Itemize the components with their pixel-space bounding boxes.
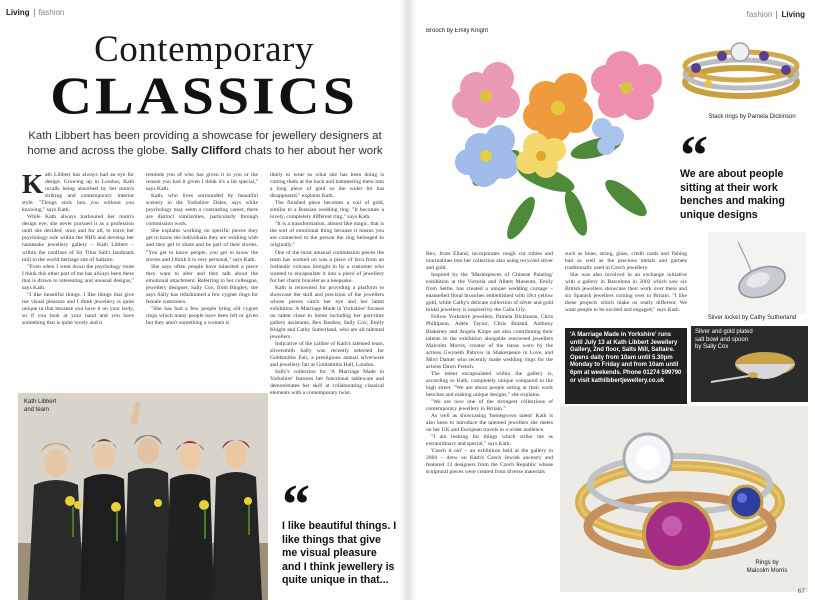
standfirst [22,129,388,159]
pull-quote-mark: “ [680,125,705,187]
paragraph: As well as showcasing 'homegrown talent' Kath is also keen to introduce the talented jewellers she meets on her UK and European travels to a wider audience. [426,413,553,434]
paragraph: The finished piece becomes a coil of gold, similar to a Russian wedding ring. "It becomes a lovely, completely different ring," says Kath. [270,200,384,221]
headline-line2: CLASSICS [50,65,358,126]
page-number: 67 [797,588,805,595]
brooch-illustration [426,28,670,246]
running-head-left [6,8,64,17]
paragraph: 'Czech it out' – an exhibition held at the gallery in 2004 – drew on Kath's Czech Jewish ancestry and featured 13 designers from the Czech Republic whose sculptural pieces were created from diverse materials [426,448,553,476]
paragraph: Indicative of the calibre of Kath's talented team, silversmith Sally was recently selected for Goldsmiths Fair, a prestigious annual silverware and jewellery fair at Goldsmiths Hall, London. [270,341,384,369]
info-box: 'A Marriage Made in Yorkshire' runs until July 13 at Kath Libbert Jewellery Gallery, 2nd floor, Salts Mill, Saltaire. Opens daily from 10am until 5.30pm Monday to Friday and from 10am until 6pm at weekends. Phone 01274 599790 or visit kathlibbertjewellery.co.uk [565,328,687,404]
running-head-divider [34,9,35,17]
locket-illustration [708,232,806,314]
salt-bowl-caption: Silver and gold plated salt bowl and spoon by Sally Cox [695,329,753,350]
paragraph: such as bone, string, glass, credit cards and fishing bait as well as the precious metals and garnets traditionally used in Czech jewellery. [565,251,687,272]
running-head-divider [776,11,777,19]
drop-cap: K [22,172,44,199]
paragraph: Kath, who lives surrounded by beautiful scenery in the Yorkshire Dales, says while psychology may seem a contrasting career, there are distinct similarities, particularly through commission work. [146,193,258,228]
paragraph: "It is a transformation, almost like magic, that is the sort of emotional thing because it means you are connected to the person the ring belonged to originally." [270,221,384,249]
running-head-subsection: fashion [38,8,65,17]
standfirst-text: Kath Libbert has been providing a showcase for jewellery designers at home and across the globe. [27,130,382,157]
brooch-caption: Brooch by Emily Knight [426,28,489,34]
pull-quote-right: We are about people sitting at their work benches and making unique designs [680,168,785,221]
body-column-3 [270,172,384,477]
paragraph: Kath is renowned for providing a platform to showcase the skill and precision of the jewellers whose pieces catch her eye and her latest exhibition 'A Marriage Made in Yorkshire' focuses on talent close to home including her part-time gallery assistants, Bex Basdon; Sally Cox; Emily Knight and Cathy Sutherland, who are all talented jewellers. [270,284,384,341]
paragraph: The talent encapsulated within the gallery is, according to Kath, completely unique compared to the high street. "We are about people sitting at their work benches and making unique designs," she explains. [426,370,553,398]
salt-bowl-photo [691,326,808,402]
paragraph: Bex, from Elland, incorporates rough cut rubies and tourmalines into her collection also using recycled silver and gold. [426,251,553,272]
running-head-right [747,10,805,19]
right-page [408,0,815,600]
paragraph: "I am looking for things which strike me as extraordinary and special," says Kath. [426,434,553,448]
standfirst-author: Sally Clifford [171,145,242,157]
paragraph: "I like beautiful things. I like things that give me visual pleasure and I think jewellery is quite unique in that because you have it on your body, so if you look at your hand and you have something that is quite lovely and it [22,291,134,326]
paragraph: likely to wear so what she has been doing is cutting them at the back and hammering them into a long piece of gold so the wider bit has disappeared," explains Kath. [270,172,384,200]
paragraph: reminds you of who has given it to you or the reason you had it given I think it's a bit special," says Kath. [146,172,258,193]
paragraph: Inspired by the 'Masterpieces of Chinese Painting' exhibition at the Victoria and Albert Museum, Emily from Settle, has created a unique wedding corsage – enamelled floral brooches embellished with 18ct yellow gold, while Cathy's delicate collection of silver and gold bridal jewellery is inspired by the Calla Lily. [426,272,553,314]
paragraph: She explains working on specific pieces they get to know the individuals they are working with and they get to share and be part of their stories. "You get to know people, you get to know the stories and I think it is very personal," says Kath. [146,228,258,263]
team-photo-caption: Kath Libbert and team [24,399,57,413]
pull-quote-mark: “ [282,474,307,536]
paragraph: "Even when I went down the psychology route I think this other part of me has always been there that is drawn to interesting and unusual designs," says Kath. [22,263,134,291]
paragraph: "She has had a few people bring old cygnet rings which many people have been left or given but they aren't something a women is [146,305,258,326]
stack-rings-illustration [676,28,806,112]
stack-rings-caption: Stack rings by Pamela Dickinson [708,114,796,120]
rings-photo [560,406,808,592]
paragraph: Fellow Yorkshire jewellers, Pamela Dickinson, Chris Phillipson, Adele Taylor, Chris Boland, Anthony Blakeney and Angela Knipe are also contributing their talents to the exhibition alongside renowned jewellers Malcolm Morris, creator of the tiaras worn by the actress Gwyneth Paltrow in Shakespeare in Love, and Mirri Damer who recently made wedding rings for the actress Dawn French. [426,314,553,370]
paragraph: One of the most unusual commission pieces the team has worked on was a piece of lava from an Icelandic volcano brought in by a customer who wanted to encapsulate it into a piece of jewellery for her charm bracelet as a keepsake. [270,249,384,284]
paragraph: She says often people have inherited a piece they want to alter and they talk about the emotional attachment. Referring to her colleague, jewellery designer, Sally Cox, from Bingley, she says Sally has refashioned a few cygnet rings for female customers. [146,263,258,305]
stack-rings-photo [676,28,806,112]
running-head-subsection: fashion [746,10,773,19]
paragraph: Sally's collection for 'A Marriage Made in Yorkshire' features her functional tableware and demonstrates her skill at collaborating classical elements with a contemporary twist. [270,369,384,397]
team-photo [18,393,268,600]
running-head-section: Living [6,8,30,17]
body-column-2 [146,172,258,390]
locket-caption: Silver locket by Cathy Sutherland [707,315,797,321]
paragraph: "We are now one of the strongest collections of contemporary jewellery in Britain." [426,398,553,413]
pull-quote-left: I like beautiful things. I like things that give me visual pleasure and I think jewellery is quite unique in that... [282,520,397,586]
paragraph: ath Libbert has always had an eye for design. Growing up in London, Kath recalls being absorbed by her mum's striking and contemporary interior style. "Things stick into you without you knowing," says Kath. [22,172,134,214]
body-column-1 [22,172,134,390]
body-column-5 [565,251,687,325]
brooch-photo [426,28,670,246]
body-column-4 [426,251,553,591]
paragraph: She was also involved in an exchange initiative with a gallery in Barcelona in 2002 which saw six British jewellers showcase their work over there and six Spanish jewellers coming over to Britain. "I like these projects which make us really different. We want people to be excited and engaged," says Kath. [565,272,687,314]
standfirst-tail: chats to her about her work [244,145,383,157]
rings-caption: Rings by Malcolm Morris [746,560,788,574]
team-photo-illustration [18,393,268,600]
running-head-section: Living [781,10,805,19]
headline-line1: Contemporary [94,29,314,70]
paragraph: While Kath always harboured her mum's design eye, she never pursued it as a profession until she decided, once and for all, to leave her psychology role within the NHS and develop her namesake jewellery gallery – Kath Libbert – within the confines of Sir Titus Salt's landmark mill in the world heritage site of Saltaire. [22,214,134,263]
locket-photo [708,232,806,314]
spine-gutter [400,0,416,600]
